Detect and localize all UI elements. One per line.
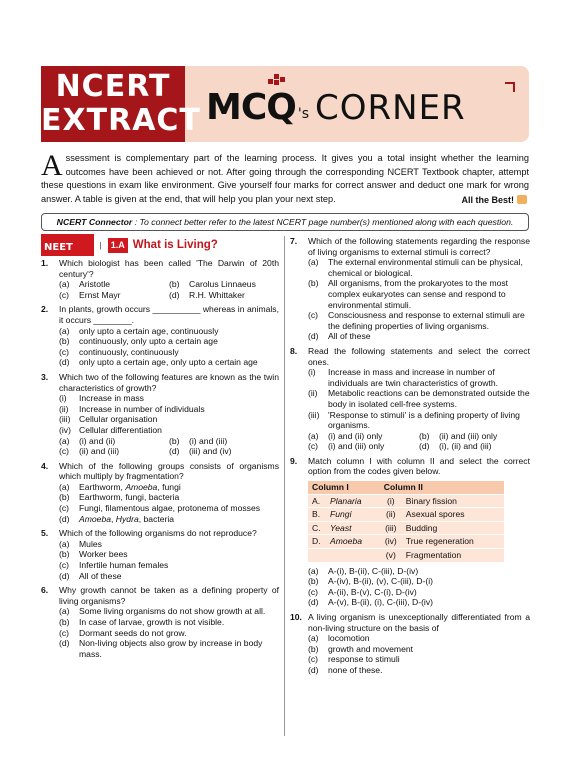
drop-cap: A [41,149,63,182]
table-row [308,535,504,549]
option [59,446,169,457]
option-letter: (a) [59,325,70,336]
ncert-connector-box [41,213,529,231]
question-body [308,456,530,477]
option [419,441,530,452]
option-text: Consciousness and response to external stimuli are the defining properties of living organisms. [328,310,525,331]
option-letter: (b) [59,336,70,347]
table-cell [308,549,326,563]
connector-text: : To connect better refer to the latest NCERT page number(s) mentioned along with each question. [132,217,514,227]
question [290,236,530,342]
option-letter: (d) [59,570,70,581]
corner-bracket-icon [505,82,515,92]
question-number: 5. [41,528,49,539]
option [308,410,530,431]
intro-text: ssessment is complementary part of the learning process. It gives you a total insight whether the learning outcomes have been achieved or not. After going through the corresponding NCERT Textbook chapter, attempt these questions in exam like environment. Give yourself four marks for correct answer and deduct one mark for wrong answer. A table is given at the end, that will help you plan your next step. [41,153,529,204]
question-number: 8. [290,345,298,356]
option [308,257,530,278]
question-number: 2. [41,304,49,315]
option-grid [59,436,279,457]
table-cell: True regeneration [402,535,504,549]
question-text: Why growth cannot be taken as a defining property of living organisms? [59,585,279,606]
option-text: The external environmental stimuli can be physical, chemical or biological. [328,257,523,278]
table-cell [326,494,380,508]
option-letter: (d) [59,357,70,368]
all-the-best [461,195,527,205]
table-cell: Fragmentation [402,549,504,563]
option-text: All organisms, from the prokaryotes to the most complex eukaryotes can sense and respond to environmental stimuli. [328,278,509,310]
option-text: All of these [79,570,122,581]
option-text: R.H. Whittaker [189,289,245,300]
option [59,393,279,404]
option-letter: (a) [59,481,70,492]
table-cell [326,508,380,522]
option-list [59,393,279,435]
table-row [308,521,504,535]
option [169,436,279,447]
option [308,431,419,442]
option [419,431,530,442]
question [41,461,279,525]
option-text: Earthworm, Amoeba, fungi [79,481,181,492]
option-letter: (a) [308,257,319,268]
table-cell-italic: Fungi [330,509,352,520]
option-letter: (d) [308,664,319,675]
option-list [308,566,530,608]
option [308,278,530,310]
option-letter: (c) [59,503,70,514]
option-text: continuously, continuously [79,346,179,357]
option-text: A-(ii), B-(v), C-(i), D-(iv) [328,586,417,597]
option-text: (i), (ii) and (iii) [439,441,492,452]
right-column [290,236,530,680]
question-number: 6. [41,585,49,596]
option [59,425,279,436]
question-text: In plants, growth occurs __________ whereas in animals, it occurs ________. [59,304,279,325]
option-letter: (iii) [308,409,320,420]
column-divider [284,236,285,736]
option-text: (ii) and (iii) [79,446,120,457]
question [41,585,279,659]
option [308,576,530,587]
table-cell: C. [308,521,326,535]
option [59,290,169,301]
left-column [41,236,279,663]
option [169,290,279,301]
option-text: Earthworm, fungi, bacteria [79,492,180,503]
option-text: none of these. [328,664,383,675]
option-letter: (ii) [308,388,318,399]
thumbs-up-icon [517,195,527,204]
corner-word: CORNER [315,88,466,128]
question-body [59,258,279,300]
option-letter: (d) [308,331,319,342]
option-letter: (c) [59,346,70,357]
option-text: (i) and (iii) [189,435,228,446]
option-text: only upto a certain age, continuously [79,325,219,336]
option-letter: (c) [59,289,70,300]
option [169,279,279,290]
option [308,665,530,676]
option-letter: (ii) [59,403,69,414]
table-header-row [308,481,504,494]
option-list [308,367,530,431]
question [290,346,530,452]
option [59,571,279,582]
option-text: Increase in number of individuals [79,403,205,414]
option [308,587,530,598]
option-text: Worker bees [79,549,128,560]
question-body [308,346,530,452]
option-text: Cellular organisation [79,414,158,425]
option-text: Non-living objects also grow by increase in body mass. [79,638,263,659]
option-letter: (b) [419,430,430,441]
question [41,372,279,457]
option-text: Cellular differentiation [79,424,162,435]
question-text: Which of the following groups consists of organisms which multiply by fragmentation? [59,460,279,482]
option-list [308,257,530,342]
option-text: Some living organisms do not show growth at all. [79,606,266,617]
option-text: only upto a certain age, only upto a certain age [79,357,258,368]
option-text: growth and movement [328,643,414,654]
question-number: 9. [290,455,298,466]
option-text: Fungi, filamentous algae, protonema of mosses [79,503,261,514]
option [59,514,279,525]
option-letter: (b) [59,492,70,503]
option [59,436,169,447]
option [308,654,530,665]
option-text: 'Response to stimuli' is a defining property of living organisms. [328,409,520,431]
option-letter: (iii) [59,414,71,425]
option-list [59,326,279,368]
ncert-extract-logo [41,66,201,142]
q9-options [308,566,530,608]
mcq-apostrophe: 's [297,106,310,122]
question-number: 7. [290,236,298,246]
table-row [308,508,504,522]
question [41,258,279,300]
option-letter: (i) [59,393,67,404]
question-number: 1. [41,258,49,268]
option-letter: (a) [308,430,319,441]
option [59,606,279,617]
table-cell: Budding [402,521,504,535]
option [59,482,279,493]
option-letter: (c) [308,654,319,665]
option-letter: (b) [308,643,319,654]
right-question-list [290,236,530,477]
option-letter: (a) [59,538,70,549]
option-letter: (c) [59,627,70,638]
question-number: 3. [41,371,49,382]
option-text: All of these [328,331,371,342]
option-letter: (d) [59,638,70,649]
option-text: Ernst Mayr [79,289,121,300]
table-cell: (iv) [380,535,402,549]
question-text: Which of the following organisms do not reproduce? [59,528,257,539]
option-text: A-(v), B-(ii), (i), C-(iii), D-(iv) [328,597,434,608]
option [59,404,279,415]
option [59,357,279,368]
question-text: Match column I with column II and select the correct option from the codes given below. [308,455,530,477]
option-letter: (d) [419,441,430,452]
option-letter: (b) [59,549,70,560]
option-text: A-(iv), B-(ii), (v), C-(iii), D-(i) [328,576,434,587]
option-letter: (iv) [59,424,71,435]
table-cell-italic: Yeast [330,522,352,533]
option-letter: (d) [169,446,180,457]
neet-text: NEET [44,242,73,253]
table-cell: (i) [380,494,402,508]
column-ii-header: Column II [380,481,504,494]
option-grid [59,279,279,300]
option [59,336,279,347]
option [308,367,530,388]
table-row [308,494,504,508]
section-code: 1.A [108,238,128,253]
option-text: A-(i), B-(ii), C-(iii), D-(iv) [328,565,419,576]
question-10 [290,612,530,676]
option [59,492,279,503]
table-cell: (iii) [380,521,402,535]
option-text: locomotion [328,633,370,644]
option-letter: (b) [169,435,180,446]
option [59,326,279,337]
logo-line-2: EXTRACT [41,103,201,138]
option-letter: (c) [308,310,319,321]
question-body [308,236,530,342]
option [59,539,279,550]
question-number: 4. [41,460,49,471]
option [308,388,530,409]
option [59,414,279,425]
logo-line-1: NCERT [55,69,171,104]
intro-paragraph [41,149,529,206]
question-body [59,585,279,659]
option-letter: (d) [169,289,180,300]
option-text: continuously, only upto a certain age [79,336,218,347]
option [59,347,279,358]
option-letter: (b) [169,279,180,290]
question-text: A living organism is unexceptionally differentiated from a non-living structure on the basis of [308,612,530,633]
connector-label: NCERT Connector [56,217,133,227]
option-letter: (b) [308,278,319,289]
table-cell [326,521,380,535]
option [308,644,530,655]
option-list [59,482,279,524]
option-letter: (c) [308,441,319,452]
best-text: All the Best! [461,195,514,205]
table-cell: D. [308,535,326,549]
option-text: (iii) and (iv) [189,446,232,457]
question-body [59,304,279,368]
option-text: Infertile human females [79,560,169,571]
question-text: Which two of the following features are known as the twin characteristics of growth? [59,371,279,393]
table-cell: A. [308,494,326,508]
option-letter: (a) [308,633,319,644]
question-body [59,461,279,525]
option-letter: (c) [59,560,70,571]
section-heading [41,236,279,254]
mcq-corner-title [206,82,466,128]
option [59,503,279,514]
option-grid [308,431,530,452]
option-text: Increase in mass and increase in number of individuals are twin characteristics of growth. [328,367,499,388]
match-table [308,481,504,563]
option [169,446,279,457]
option [308,441,419,452]
option-text: (ii) and (iii) only [439,430,498,441]
column-i-header: Column I [308,481,380,494]
option-text: Amoeba, Hydra, bacteria [79,513,175,524]
option [308,597,530,608]
table-cell: Asexual spores [402,508,504,522]
option-list [59,539,279,581]
option-text: Carolus Linnaeus [189,279,256,290]
option-list [308,633,530,675]
question-text: Which of the following statements regarding the response of living organisms to external stimuli is correct? [308,236,530,257]
option-text: (i) and (ii) only [328,430,383,441]
question-number: 10. [290,612,302,622]
option-text: Mules [79,538,102,549]
section-title: What is Living? [132,238,218,251]
option [59,628,279,639]
table-cell-italic: Amoeba [330,536,363,547]
option-letter: (a) [59,606,70,617]
table-cell [326,549,380,563]
table-cell [326,535,380,549]
option-text: Metabolic reactions can be demonstrated outside the body in isolated cell-free systems. [328,388,530,409]
option-letter: (a) [59,279,70,290]
option-letter: (c) [308,586,319,597]
option [308,633,530,644]
option-letter: (i) [308,367,316,378]
option-letter: (a) [308,565,319,576]
question-body [59,528,279,581]
option-letter: (d) [59,513,70,524]
table-cell-italic: Planaria [330,495,362,506]
table-cell: Binary fission [402,494,504,508]
option [59,560,279,571]
question [290,456,530,477]
option-text: Dormant seeds do not grow. [79,627,187,638]
option-text: (i) and (ii) [79,435,116,446]
option-list [59,606,279,659]
option [308,331,530,342]
question [41,528,279,581]
option-text: (i) and (iii) only [328,441,385,452]
question-text: Read the following statements and select the correct ones. [308,345,530,367]
table-row [308,549,504,563]
option [59,617,279,628]
option-text: response to stimuli [328,654,400,665]
option [59,549,279,560]
option [308,310,530,331]
table-cell: (ii) [380,508,402,522]
option-text: Aristotle [79,279,111,290]
option-letter: (b) [308,576,319,587]
table-cell: B. [308,508,326,522]
option-letter: (b) [59,617,70,627]
option-letter: (d) [308,597,319,608]
question [290,612,530,676]
section-separator: | [99,239,102,250]
option [308,566,530,577]
left-question-list [41,258,279,659]
option-letter: (a) [59,435,70,446]
option-text: Increase in mass [79,393,144,404]
option [59,638,279,659]
option [59,279,169,290]
question [41,304,279,368]
question-text: Which biologist has been called 'The Darwin of 20th century'? [59,258,279,279]
neet-badge [41,234,94,256]
option-letter: (c) [59,446,70,457]
mcq-word: MCQ [206,87,296,128]
question-body [308,612,530,676]
table-cell: (v) [380,549,402,563]
question-body [59,372,279,457]
plus-text: Plus [73,238,91,246]
option-text: In case of larvae, growth is not visible. [79,617,225,627]
